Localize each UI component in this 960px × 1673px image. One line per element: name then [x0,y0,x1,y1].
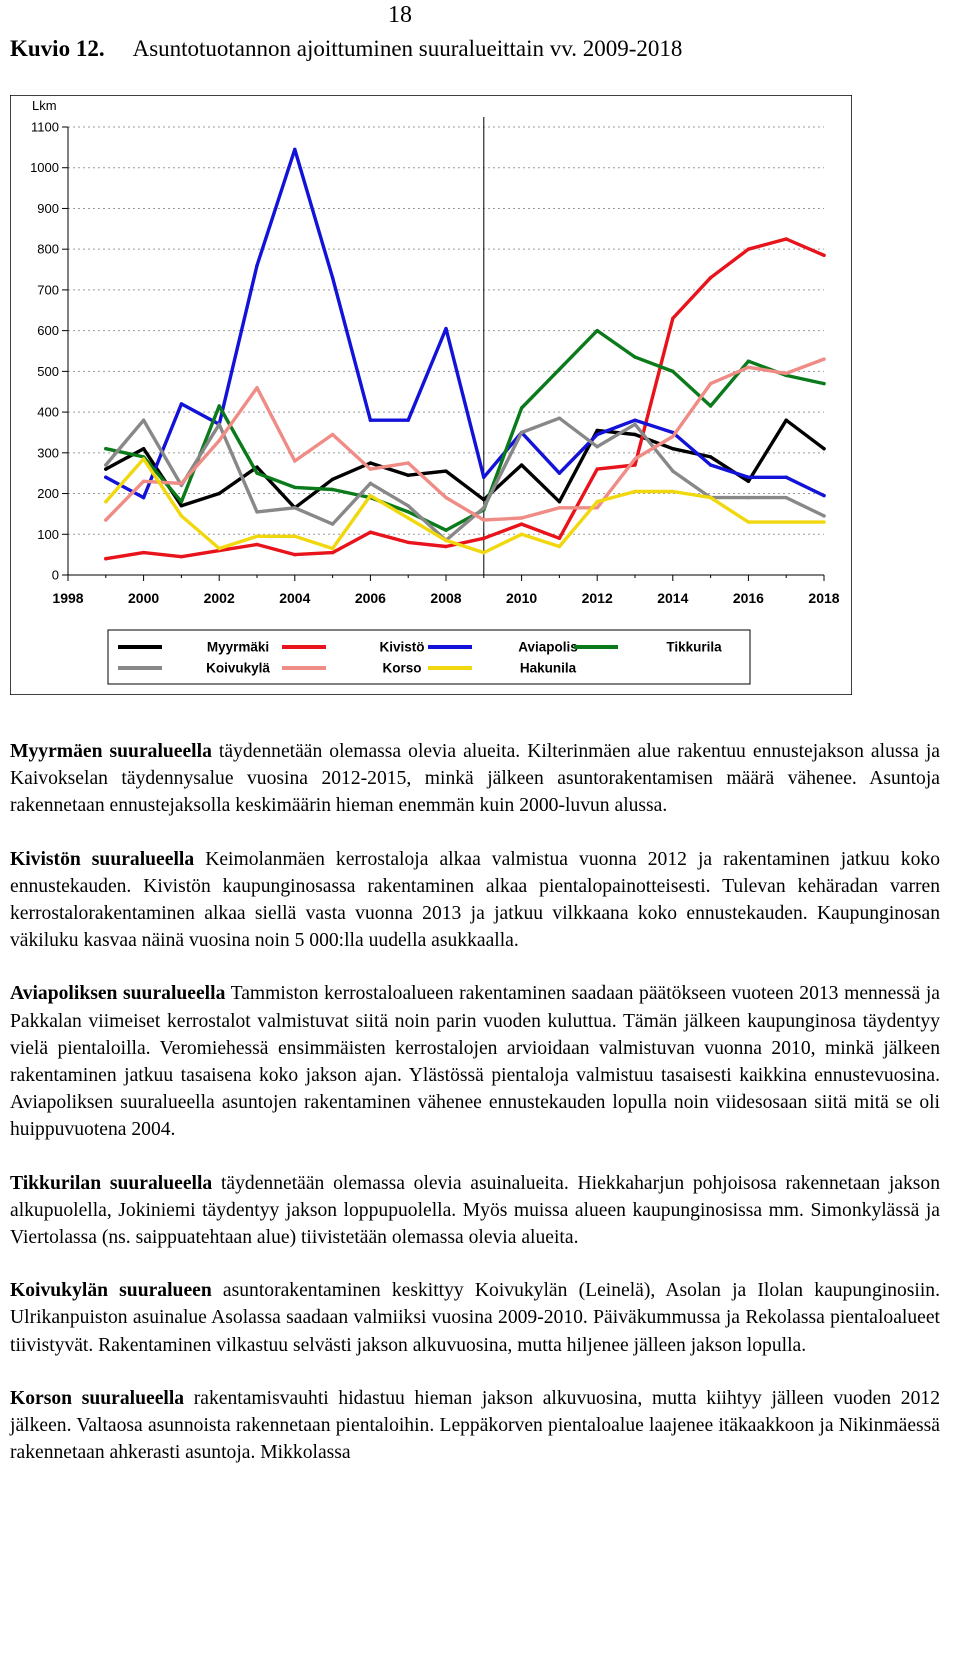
data-point [785,419,788,422]
data-point [104,447,107,450]
x-tick-label: 1998 [52,590,84,606]
data-point [596,500,599,503]
data-point [558,368,561,371]
data-point [293,148,296,151]
x-tick-label: 2008 [430,590,462,606]
data-point [331,433,334,436]
data-point [142,480,145,483]
data-point [558,417,561,420]
data-point [747,366,750,369]
x-tick-label: 2014 [657,590,689,606]
data-point [558,545,561,548]
data-point [482,498,485,501]
data-point [596,445,599,448]
paragraph-text: rakentamisvauhti hidastuu hieman jakson alkuvuosina, mutta kiihtyy jälleen vuoden 2012 jälkeen. Valtaosa asunnoista rakennetaan pientaloihin. Leppäkorven pientaloalue laajenee itäkaakkoon ja Nikinmäessä rakennetaan ahkerasti asuntoja. Mikkolassa [10,1387,940,1464]
data-point [331,551,334,554]
data-point [747,476,750,479]
data-point [407,474,410,477]
y-tick-label: 100 [37,526,59,542]
data-point [633,457,636,460]
x-tick-label: 2000 [128,590,160,606]
data-point [444,529,447,532]
paragraph-text: Tammiston kerrostaloalueen rakentaminen saadaan päätökseen vuoteen 2013 mennessä ja Pakkalan viimeiset kerrostalot valmistuvat siitä noin parin vuoden kuluttua. Tämän jälkeen kaupunginosa täydentyy vielä pientaloilla. Veromiehessä ensimmäisten kerrostalojen arvioidaan valmistuvan vuonna 2010, minkä jälkeen rakentaminen jatkuu tasaisena koko jakson ajan. Ylästössä pientaloja valmistuu tasaisesti kaikkina ennustevuosina. Aviapoliksen suuralueella asuntojen rakentaminen vähenee ennustekauden lopulla noin viidesosaan siitä mitä se oli huippuvuotena 2004. [10,983,940,1141]
data-point [558,537,561,540]
x-tick-label: 2016 [732,590,764,606]
figure-caption [10,36,682,62]
data-point [407,541,410,544]
data-point [709,404,712,407]
data-point [785,476,788,479]
legend-label: Kivistö [379,639,425,655]
y-tick-label: 700 [37,282,59,298]
data-point [633,463,636,466]
figure-title: Asuntotuotannon ajoittuminen suuralueittain vv. 2009-2018 [132,36,683,61]
data-point [331,276,334,279]
data-point [369,531,372,534]
data-point [104,463,107,466]
data-point [104,476,107,479]
y-tick-label: 500 [37,363,59,379]
data-point [596,506,599,509]
data-point [180,514,183,517]
data-point [558,471,561,474]
y-tick-label: 300 [37,445,59,461]
y-tick-label: 900 [37,200,59,216]
x-tick-label: 2004 [279,590,311,606]
data-point [596,429,599,432]
y-axis-label: Lkm [32,98,57,113]
data-point [747,480,750,483]
data-point [596,433,599,436]
data-point [407,504,410,507]
data-point [785,372,788,375]
data-point [331,488,334,491]
data-point [482,537,485,540]
paragraph-aviapolis [10,980,940,1143]
data-point [785,520,788,523]
x-tick-label: 2010 [506,590,538,606]
data-point [671,447,674,450]
paragraph-myyrmaki [10,738,940,820]
data-point [104,467,107,470]
data-point [444,496,447,499]
paragraph-tikkurila [10,1170,940,1252]
data-point [785,237,788,240]
data-point [520,463,523,466]
data-point [104,500,107,503]
legend-label: Tikkurila [666,639,722,655]
legend [108,630,750,684]
data-point [331,478,334,481]
data-point [520,431,523,434]
data-point [142,551,145,554]
data-point [369,461,372,464]
data-point [709,276,712,279]
data-point [218,404,221,407]
data-point [255,471,258,474]
data-point [822,520,825,523]
x-tick-label: 2006 [354,590,386,606]
data-point [633,423,636,426]
data-point [822,494,825,497]
paragraph-lead: Tikkurilan suuralueella [10,1172,213,1194]
data-point [822,254,825,257]
data-point [369,419,372,422]
data-point [444,539,447,542]
data-point [520,522,523,525]
data-point [822,382,825,385]
data-point [709,463,712,466]
data-point [709,496,712,499]
data-point [482,518,485,521]
data-point [255,386,258,389]
data-point [142,447,145,450]
page-number: 18 [388,2,412,28]
paragraph-kivisto [10,846,940,955]
data-point [709,382,712,385]
data-point [633,355,636,358]
data-point [671,469,674,472]
data-point [331,547,334,550]
data-point [671,435,674,438]
paragraph-lead: Myyrmäen suuralueella [10,741,212,762]
data-point [822,514,825,517]
data-point [747,359,750,362]
figure-label: Kuvio 12. [10,36,105,61]
data-point [520,516,523,519]
data-point [482,506,485,509]
data-point [444,469,447,472]
data-point [747,247,750,250]
data-point [369,467,372,470]
data-point [633,419,636,422]
paragraph-lead: Kivistön suuralueella [10,848,195,870]
legend-box [108,630,750,684]
data-point [180,555,183,558]
data-point [293,506,296,509]
data-point [369,482,372,485]
data-point [747,520,750,523]
legend-label: Hakunila [519,660,577,676]
data-point [180,500,183,503]
data-point [218,439,221,442]
data-point [142,496,145,499]
data-point [633,433,636,436]
data-point [444,327,447,330]
data-point [558,506,561,509]
data-point [482,476,485,479]
data-point [747,496,750,499]
x-tick-label: 2018 [808,590,840,606]
data-point [255,543,258,546]
data-point [293,459,296,462]
paragraph-text: Keimolanmäen kerrostaloja alkaa valmistua vuonna 2012 ja rakentaminen jatkuu koko ennustekauden. Kivistön kaupunginosassa rakentaminen alkaa pientalopainotteisesti. Tulevan kehäradan varren kerrostalorakentaminen alkaa siellä vasta vuonna 2013 ja jatkuu vilkkaana koko ennustekauden. Kaupunginosan väkiluku kasvaa näinä vuosina noin 5 000:lla uudella asukkaalla. [10,848,940,952]
data-point [822,357,825,360]
data-point [142,457,145,460]
data-point [671,490,674,493]
data-point [558,500,561,503]
paragraph-text: asuntorakentaminen keskittyy Koivukylän (Leinelä), Asolan ja Ilolan kaupunginosiin. Ulrikanpuiston asuinalue Asolassa saadaan valmiiksi vuosina 2009-2010. Päiväkummussa ja Rekolassa pientaloalueet tiivistyvät. Rakentaminen vilkastuu selvästi jakson alkuvuosina, mutta hiljenee jälleen jakson lopulla. [10,1280,940,1356]
data-point [331,522,334,525]
data-point [482,551,485,554]
legend-label: Korso [382,660,422,676]
legend-label: Koivukylä [206,660,270,676]
data-point [520,406,523,409]
body-text [10,738,940,1492]
paragraph-text: täydennetään olemassa olevia asuinalueita. Hiekkaharjun pohjoisosa rakennetaan jakson alkupuolella, Jokiniemi täydentyy jakson loppupuolella. Myös muissa alueen kaupunginosissa mm. Simonkylässä ja Viertolassa (ns. saippuatehtaan alue) tiivistetään olemassa olevia alueita. [10,1172,940,1249]
data-point [293,535,296,538]
paragraph-koivukyla [10,1277,940,1359]
x-tick-label: 2002 [203,590,235,606]
data-point [255,264,258,267]
data-point [407,419,410,422]
data-point [596,329,599,332]
y-tick-label: 200 [37,486,59,502]
data-point [180,482,183,485]
data-point [671,370,674,373]
data-point [218,547,221,550]
data-point [709,455,712,458]
data-point [218,492,221,495]
data-point [293,553,296,556]
paragraph-korso [10,1385,940,1467]
line-chart [10,95,852,695]
y-tick-label: 400 [37,404,59,420]
data-point [218,423,221,426]
data-point [293,486,296,489]
data-point [444,545,447,548]
data-point [407,510,410,513]
data-point [822,447,825,450]
y-tick-label: 0 [51,567,59,583]
data-point [520,533,523,536]
y-tick-label: 1100 [31,119,59,135]
y-tick-label: 600 [37,323,59,339]
data-point [369,494,372,497]
legend-label: Aviapolis [518,639,578,655]
data-point [180,402,183,405]
data-point [671,317,674,320]
paragraph-lead: Korson suuralueella [10,1387,185,1409]
data-point [407,516,410,519]
y-tick-label: 1000 [30,160,59,176]
data-point [180,504,183,507]
data-point [142,419,145,422]
data-point [633,490,636,493]
data-point [407,461,410,464]
x-tick-label: 2012 [581,590,613,606]
paragraph-lead: Koivukylän suuralueen [10,1280,212,1302]
paragraph-lead: Aviapoliksen suuralueella [10,983,226,1005]
data-point [104,557,107,560]
data-point [785,496,788,499]
data-point [255,510,258,513]
paragraph-text: täydennetään olemassa olevia alueita. Kilterinmäen alue rakentuu ennustejakson alussa ja Kaivokselan täydennysalue vuosina 2012-2015, minkä jälkeen asuntorakentamisen määrä vähenee. Asuntoja rakennetaan ennustejaksolla keskimäärin hieman enemmän kuin 2000-luvun alussa. [10,741,940,817]
legend-label: Myyrmäki [206,639,270,655]
data-point [255,535,258,538]
data-point [104,518,107,521]
data-point [596,467,599,470]
y-tick-label: 800 [37,241,59,257]
